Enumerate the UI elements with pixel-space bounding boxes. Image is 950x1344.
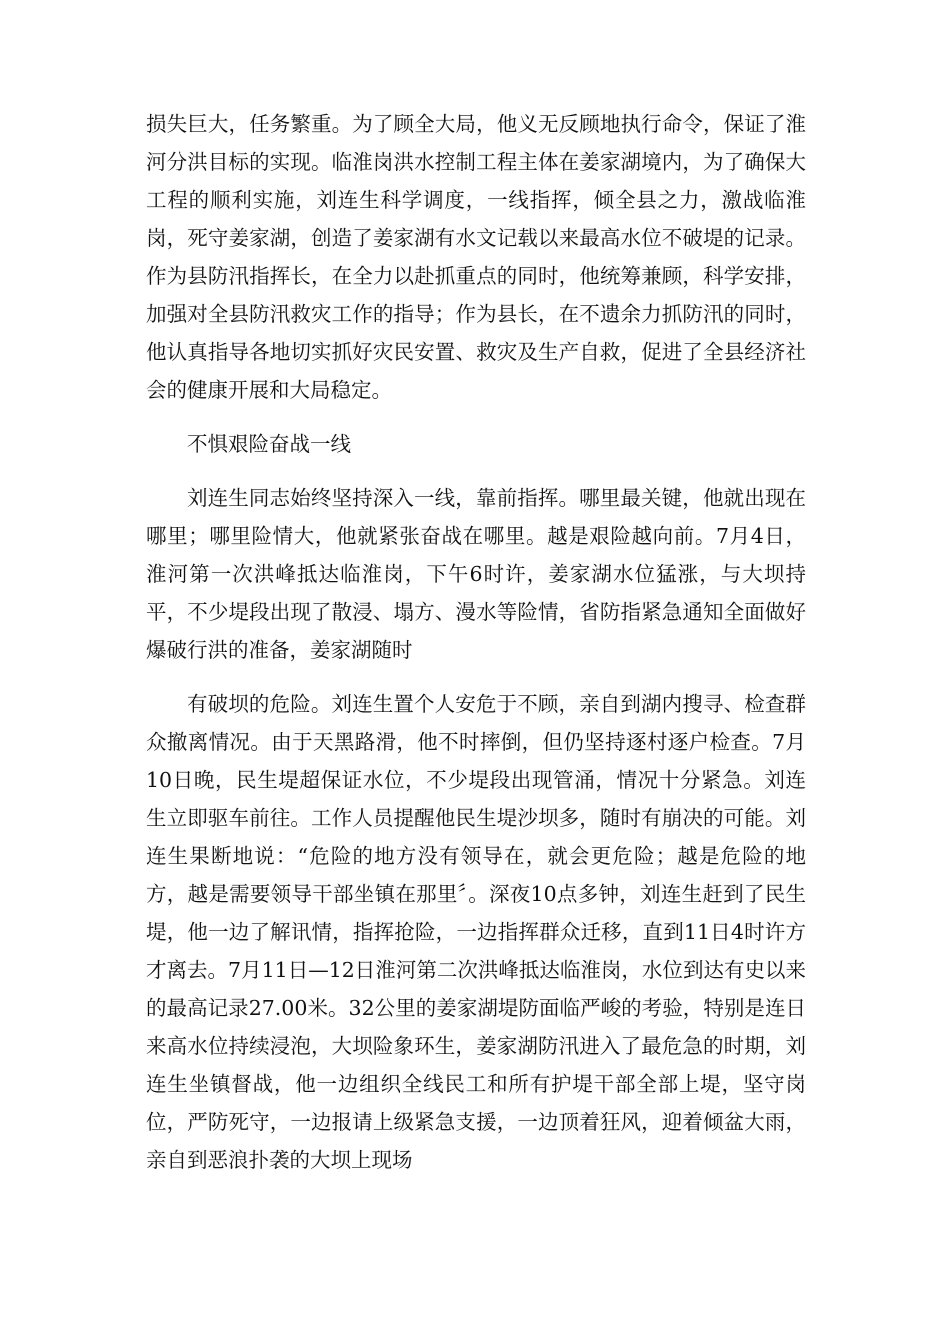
section-heading: 不惧艰险奋战一线 [187,432,351,456]
paragraph: 刘连生同志始终坚持深入一线，靠前指挥。哪里最关键，他就出现在哪里；哪里险情大，他就紧张奋战在哪里。越是艰险越向前。7月4日，淮河第一次洪峰抵达临淮岗，下午6时许，姜家湖水位猛涨，与大坝持平，不少堤段出现了散浸、塌方、漫水等险情，省防指紧急通知全面做好爆破行洪的准备，姜家湖随时 [146,486,806,662]
document-body [146,105,806,1179]
paragraph: 有破坝的危险。刘连生置个人安危于不顾，亲自到湖内搜寻、检查群众撤离情况。由于天黑路滑，他不时摔倒，但仍坚持逐村逐户检查。7月10日晚，民生堤超保证水位，不少堤段出现管涌，情况十分紧急。刘连生立即驱车前往。工作人员提醒他民生堤沙坝多，随时有崩决的可能。刘连生果断地说：“危险的地方没有领导在，就会更危险；越是危险的地方，越是需要领导干部坐镇在那里〞。深夜10点多钟，刘连生赶到了民生堤，他一边了解讯情，指挥抢险，一边指挥群众迁移，直到11日4时许方才离去。7月11日—12日淮河第二次洪峰抵达临淮岗，水位到达有史以来的最高记录27.00米。32公里的姜家湖堤防面临严峻的考验，特别是连日来高水位持续浸泡，大坝险象环生，姜家湖防汛进入了最危急的时期，刘连生坐镇督战，他一边组织全线民工和所有护堤干部全部上堤，坚守岗位，严防死守，一边报请上级紧急支援，一边顶着狂风，迎着倾盆大雨，亲自到恶浪扑袭的大坝上现场 [146,692,806,1172]
paragraph-continued: 损失巨大，任务繁重。为了顾全大局，他义无反顾地执行命令，保证了淮河分洪目标的实现。临淮岗洪水控制工程主体在姜家湖境内，为了确保大工程的顺利实施，刘连生科学调度，一线指挥，倾全县之力，激战临淮岗，死守姜家湖，创造了姜家湖有水文记载以来最高水位不破堤的记录。作为县防汛指挥长，在全力以赴抓重点的同时，他统筹兼顾，科学安排，加强对全县防汛救灾工作的指导；作为县长，在不遗余力抓防汛的同时，他认真指导各地切实抓好灾民安置、救灾及生产自救，促进了全县经济社会的健康开展和大局稳定。 [146,112,806,402]
